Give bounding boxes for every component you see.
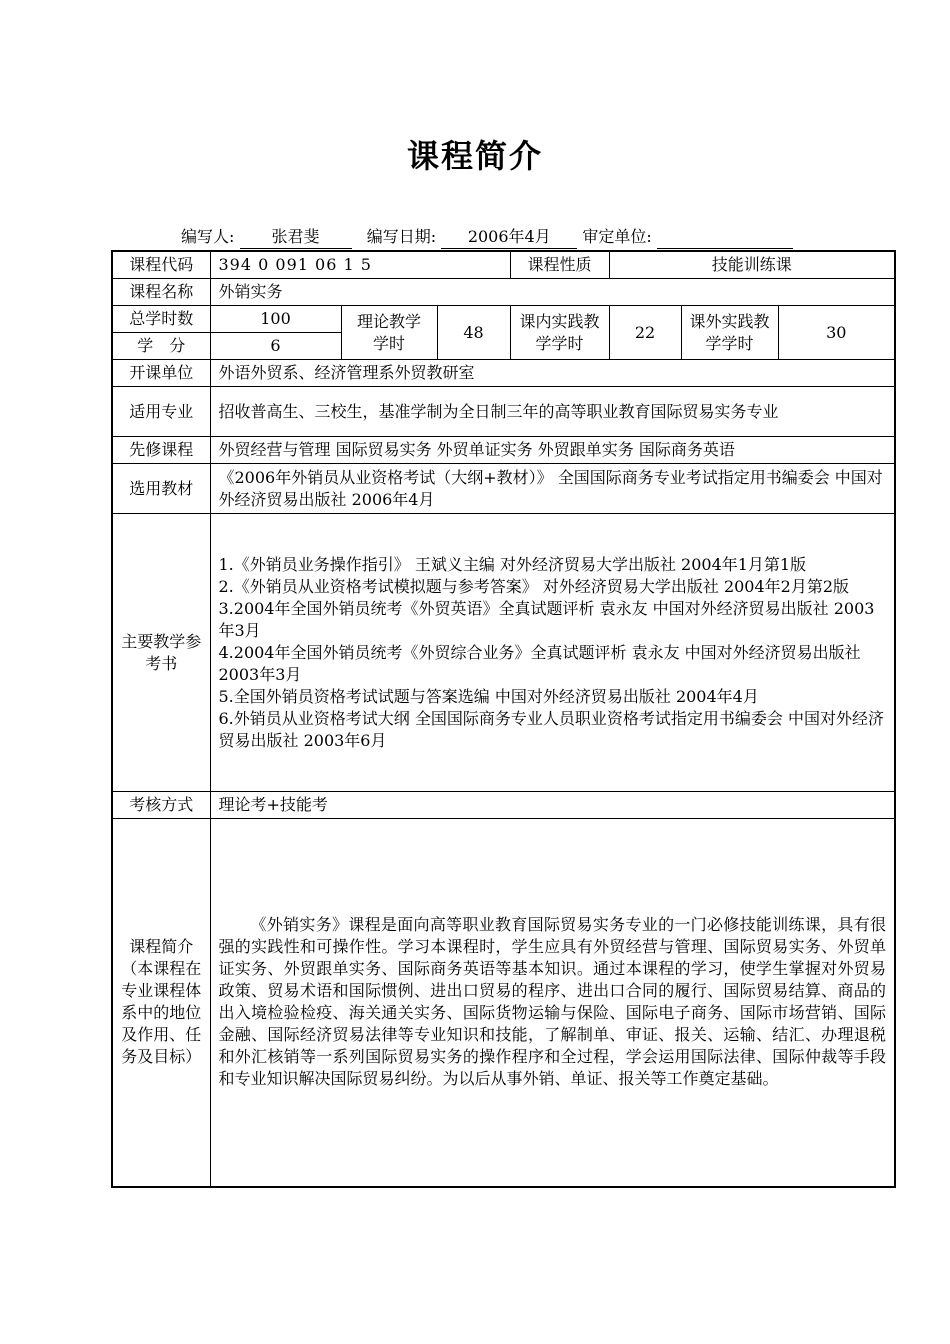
theory-hours-value: 48 — [437, 306, 510, 360]
reference-item: 2.《外销员从业资格考试模拟题与参考答案》 对外经济贸易大学出版社 2004年2月第2版 — [218, 576, 850, 596]
textbook-value: 《2006年外销员从业资格考试（大纲+教材）》 全国国际商务专业考试指定用书编委会 中国对外经济贸易出版社 2006年4月 — [210, 464, 895, 514]
department-label: 开课单位 — [112, 360, 210, 387]
date-value: 2006年4月 — [441, 226, 577, 249]
course-intro-label: 课程简介（本课程在专业课程体系中的地位及作用、任务及目标） — [112, 819, 210, 1187]
credit-label: 学 分 — [112, 333, 210, 360]
total-hours-label: 总学时数 — [112, 306, 210, 333]
course-intro-text: 《外销实务》课程是面向高等职业教育国际贸易实务专业的一门必修技能训练课，具有很强的实践性和可操作性。学习本课程时，学生应具有外贸经营与管理、国际贸易实务、外贸单证实务、外贸跟单实务、国际商务英语等基本知识。通过本课程的学习，使学生掌握对外贸易政策、贸易术语和国际惯例、进出口贸易的程序、进出口合同的履行、国际贸易结算、商品的出入境检验检疫、海关通关实务、国际货物运输与保险、国际电子商务、国际市场营销、国际金融、国际经济贸易法律等专业知识和技能，了解制单、审证、报关、运输、结汇、办理退税和外汇核销等一系列国际贸易实务的操作程序和全过程，学会运用国际法律、国际仲裁等手段和专业知识解决国际贸易纠纷。为以后从事外销、单证、报关等工作奠定基础。 — [210, 819, 895, 1187]
course-code-value: 394 0 091 06 1 5 — [210, 251, 510, 279]
assessment-value: 理论考+技能考 — [210, 792, 895, 819]
reference-item: 4.2004年全国外销员统考《外贸综合业务》全真试题评析 袁永友 中国对外经济贸易出版社 2003年3月 — [218, 642, 861, 684]
department-value: 外语外贸系、经济管理系外贸教研室 — [210, 360, 895, 387]
row-department — [112, 360, 895, 387]
course-name-value: 外销实务 — [210, 279, 895, 306]
course-nature-label: 课程性质 — [510, 251, 609, 279]
author-label: 编写人: — [181, 227, 235, 246]
row-course-intro — [112, 819, 895, 1187]
row-course-code — [112, 251, 895, 279]
course-nature-value: 技能训练课 — [609, 251, 895, 279]
out-class-practice-value: 30 — [778, 306, 895, 360]
review-unit-value — [657, 226, 793, 249]
applicable-major-value: 招收普高生、三校生，基准学制为全日制三年的高等职业教育国际贸易实务专业 — [210, 387, 895, 437]
prerequisites-value: 外贸经营与管理 国际贸易实务 外贸单证实务 外贸跟单实务 国际商务英语 — [210, 437, 895, 464]
author-info-line — [181, 226, 793, 249]
reference-item: 3.2004年全国外销员统考《外贸英语》全真试题评析 袁永友 中国对外经济贸易出版社 2003年3月 — [218, 598, 875, 640]
row-total-hours — [112, 306, 895, 333]
reference-books-label: 主要教学参考书 — [112, 514, 210, 792]
theory-hours-label: 理论教学学时 — [341, 306, 437, 360]
credit-value: 6 — [210, 333, 341, 360]
total-hours-value: 100 — [210, 306, 341, 333]
reference-item: 5.全国外销员资格考试试题与答案选编 中国对外经济贸易出版社 2004年4月 — [218, 686, 759, 706]
course-info-table — [111, 250, 896, 1188]
course-name-label: 课程名称 — [112, 279, 210, 306]
reference-books-list — [210, 514, 895, 792]
in-class-practice-value: 22 — [609, 306, 681, 360]
page-title: 课程简介 — [406, 137, 543, 175]
review-unit-label: 审定单位: — [582, 227, 652, 246]
row-assessment — [112, 792, 895, 819]
reference-item: 1.《外销员业务操作指引》 王斌义主编 对外经济贸易大学出版社 2004年1月第1版 — [218, 554, 807, 574]
row-applicable-major — [112, 387, 895, 437]
out-class-practice-label: 课外实践教学学时 — [681, 306, 778, 360]
course-code-label: 课程代码 — [112, 251, 210, 279]
textbook-label: 选用教材 — [112, 464, 210, 514]
row-textbook — [112, 464, 895, 514]
in-class-practice-label: 课内实践教学学时 — [510, 306, 609, 360]
reference-item: 6.外销员从业资格考试大纲 全国国际商务专业人员职业资格考试指定用书编委会 中国对外经济贸易出版社 2003年6月 — [218, 708, 884, 750]
assessment-label: 考核方式 — [112, 792, 210, 819]
row-course-name — [112, 279, 895, 306]
author-value: 张君斐 — [240, 226, 352, 249]
applicable-major-label: 适用专业 — [112, 387, 210, 437]
date-label: 编写日期: — [366, 227, 437, 246]
row-reference-books — [112, 514, 895, 792]
prerequisites-label: 先修课程 — [112, 437, 210, 464]
row-prerequisites — [112, 437, 895, 464]
